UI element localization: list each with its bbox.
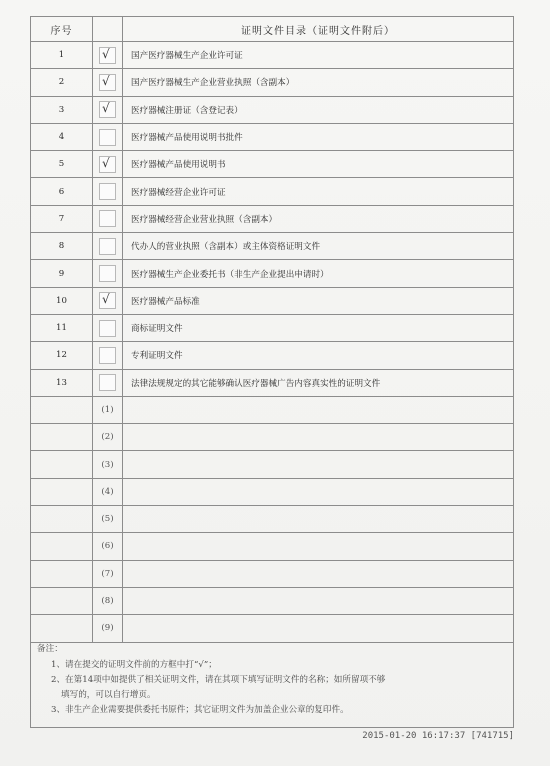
header-no: 序号 — [31, 17, 93, 42]
blank-entry-row — [31, 533, 514, 560]
row-number: 1 — [31, 42, 93, 69]
fill-in-field[interactable] — [123, 506, 514, 533]
table-row — [31, 233, 514, 260]
blank-entry-row — [31, 615, 514, 642]
blank-cell — [31, 506, 93, 533]
blank-cell — [31, 451, 93, 478]
blank-cell — [31, 587, 93, 614]
row-checkbox-cell — [93, 233, 123, 260]
checkbox[interactable] — [99, 183, 116, 200]
checkbox[interactable] — [99, 238, 116, 255]
row-checkbox-cell — [93, 369, 123, 396]
remarks-label: 备注： — [37, 644, 63, 654]
row-number: 6 — [31, 178, 93, 205]
document-name: 医疗器械经营企业营业执照（含副本） — [123, 205, 514, 232]
blank-cell — [31, 615, 93, 642]
remark-item-continued: 填写的，可以自行增页。 — [61, 690, 156, 700]
fill-in-field[interactable] — [123, 396, 514, 423]
document-name: 国产医疗器械生产企业许可证 — [123, 42, 514, 69]
document-name: 医疗器械产品使用说明书批件 — [123, 123, 514, 150]
fill-in-field[interactable] — [123, 587, 514, 614]
sub-item-number: (6) — [93, 533, 123, 560]
table-row — [31, 96, 514, 123]
row-number: 9 — [31, 260, 93, 287]
blank-cell — [31, 533, 93, 560]
remark-item: 2、在第14项中如提供了相关证明文件，请在其项下填写证明文件的名称；如所留项不够 — [51, 675, 386, 685]
row-checkbox-cell — [93, 42, 123, 69]
sub-item-number: (1) — [93, 396, 123, 423]
table-row — [31, 314, 514, 341]
row-checkbox-cell — [93, 260, 123, 287]
row-number: 13 — [31, 369, 93, 396]
table-header-row — [31, 17, 514, 42]
fill-in-field[interactable] — [123, 451, 514, 478]
sub-item-number: (3) — [93, 451, 123, 478]
checkbox[interactable] — [99, 347, 116, 364]
blank-cell — [31, 424, 93, 451]
blank-cell — [31, 478, 93, 505]
checkmark-icon: √ — [102, 292, 110, 307]
document-name: 医疗器械注册证（含登记表） — [123, 96, 514, 123]
checkmark-icon: √ — [102, 46, 110, 61]
blank-entry-row — [31, 478, 514, 505]
checkbox[interactable] — [99, 129, 116, 146]
sub-item-number: (2) — [93, 424, 123, 451]
checkmark-icon: √ — [102, 101, 110, 116]
checkbox[interactable] — [99, 320, 116, 337]
checkbox[interactable] — [99, 101, 116, 118]
row-checkbox-cell — [93, 205, 123, 232]
blank-cell — [31, 560, 93, 587]
fill-in-field[interactable] — [123, 615, 514, 642]
sub-item-number: (9) — [93, 615, 123, 642]
checkmark-icon: √ — [102, 155, 110, 170]
fill-in-field[interactable] — [123, 424, 514, 451]
table-row — [31, 42, 514, 69]
table-row — [31, 178, 514, 205]
sub-item-number: (7) — [93, 560, 123, 587]
row-checkbox-cell — [93, 151, 123, 178]
row-checkbox-cell — [93, 342, 123, 369]
checkbox[interactable] — [99, 47, 116, 64]
table-row — [31, 342, 514, 369]
header-check-column — [93, 17, 123, 42]
sub-item-number: (5) — [93, 506, 123, 533]
document-name: 医疗器械产品使用说明书 — [123, 151, 514, 178]
fill-in-field[interactable] — [123, 533, 514, 560]
table-row — [31, 69, 514, 96]
checkmark-icon: √ — [102, 73, 110, 88]
row-checkbox-cell — [93, 178, 123, 205]
document-name: 法律法规规定的其它能够确认医疗器械广告内容真实性的证明文件 — [123, 369, 514, 396]
fill-in-field[interactable] — [123, 478, 514, 505]
row-number: 12 — [31, 342, 93, 369]
evidence-list-table — [30, 16, 514, 643]
sub-item-number: (4) — [93, 478, 123, 505]
checkbox[interactable] — [99, 74, 116, 91]
blank-entry-row — [31, 560, 514, 587]
remark-item: 3、非生产企业需要提供委托书原件；其它证明文件为加盖企业公章的复印件。 — [51, 705, 349, 715]
blank-entry-row — [31, 506, 514, 533]
sub-item-number: (8) — [93, 587, 123, 614]
remarks-section — [30, 640, 514, 728]
checkbox[interactable] — [99, 210, 116, 227]
blank-entry-row — [31, 424, 514, 451]
blank-entry-row — [31, 587, 514, 614]
document-name: 专利证明文件 — [123, 342, 514, 369]
document-name: 医疗器械生产企业委托书（非生产企业提出申请时） — [123, 260, 514, 287]
row-checkbox-cell — [93, 287, 123, 314]
row-checkbox-cell — [93, 314, 123, 341]
row-checkbox-cell — [93, 123, 123, 150]
document-name: 医疗器械产品标准 — [123, 287, 514, 314]
row-checkbox-cell — [93, 69, 123, 96]
header-title: 证明文件目录（证明文件附后） — [123, 17, 514, 42]
table-row — [31, 205, 514, 232]
row-number: 10 — [31, 287, 93, 314]
print-timestamp: 2015-01-20 16:17:37 [741715] — [362, 731, 514, 741]
table-row — [31, 123, 514, 150]
table-row — [31, 369, 514, 396]
row-checkbox-cell — [93, 96, 123, 123]
row-number: 8 — [31, 233, 93, 260]
table-row — [31, 260, 514, 287]
document-name: 商标证明文件 — [123, 314, 514, 341]
row-number: 2 — [31, 69, 93, 96]
row-number: 3 — [31, 96, 93, 123]
document-name: 医疗器械经营企业许可证 — [123, 178, 514, 205]
row-number: 5 — [31, 151, 93, 178]
table-row — [31, 287, 514, 314]
checkbox[interactable] — [99, 292, 116, 309]
table-row — [31, 151, 514, 178]
row-number: 4 — [31, 123, 93, 150]
blank-entry-row — [31, 451, 514, 478]
checkbox[interactable] — [99, 265, 116, 282]
row-number: 7 — [31, 205, 93, 232]
blank-entry-row — [31, 396, 514, 423]
remark-item: 1、请在提交的证明文件前的方框中打“√”； — [51, 660, 217, 670]
fill-in-field[interactable] — [123, 560, 514, 587]
checkbox[interactable] — [99, 156, 116, 173]
blank-cell — [31, 396, 93, 423]
row-number: 11 — [31, 314, 93, 341]
document-name: 代办人的营业执照（含副本）或主体资格证明文件 — [123, 233, 514, 260]
document-name: 国产医疗器械生产企业营业执照（含副本） — [123, 69, 514, 96]
checkbox[interactable] — [99, 374, 116, 391]
